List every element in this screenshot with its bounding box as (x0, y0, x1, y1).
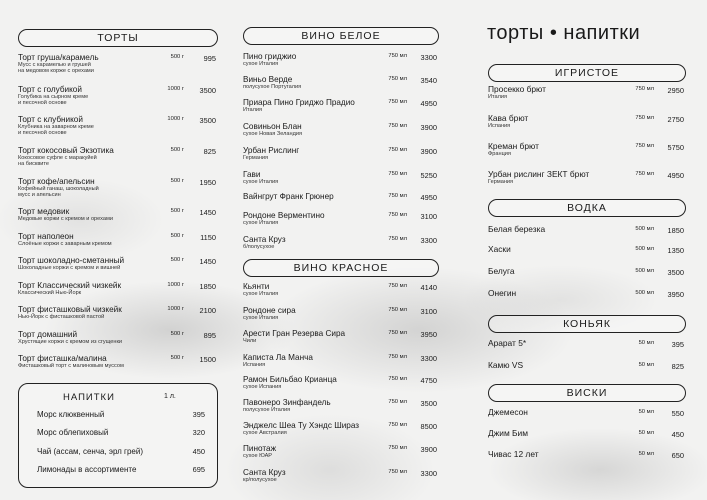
drink-price: 695 (192, 465, 205, 474)
item-name: Арарат 5* (488, 338, 527, 348)
item-unit: 750 мл (388, 354, 407, 360)
menu-item (488, 245, 686, 254)
item-description: Испания (488, 123, 511, 129)
item-price: 2750 (667, 115, 684, 124)
cakes-title: ТОРТЫ (97, 32, 139, 44)
item-description: на медовом корже с орехами (18, 68, 94, 75)
item-price: 825 (203, 147, 216, 156)
menu-item (243, 75, 439, 90)
item-description: Кофейный ганаш, шоколадный (18, 186, 99, 192)
item-price: 3900 (420, 123, 437, 132)
item-description: Италия (488, 94, 508, 100)
item-unit: 750 мл (635, 171, 654, 177)
item-description: Слоёные коржи с заварным кремом (18, 241, 112, 247)
item-unit: 750 мл (388, 376, 407, 382)
item-price: 650 (671, 451, 684, 460)
menu-item (18, 256, 218, 271)
item-unit: 750 мл (388, 469, 407, 475)
menu-item (488, 114, 686, 129)
item-unit: 500 г (170, 233, 184, 239)
item-price: 825 (671, 362, 684, 371)
menu-item (243, 398, 439, 413)
item-price: 1500 (199, 355, 216, 364)
menu-item (18, 232, 218, 247)
whisky-title: ВИСКИ (566, 387, 608, 399)
item-name: Кьянти (243, 282, 270, 291)
item-name: Белуга (488, 266, 515, 276)
item-description: Шоколадные коржи с кремом и вишней (18, 265, 121, 271)
item-price: 1850 (199, 282, 216, 291)
menu-item (18, 207, 218, 222)
item-name: Рамон Бильбао Крианца (243, 375, 337, 384)
item-description: Кокосовое суфле с маракуйей (18, 155, 97, 161)
item-unit: 750 мл (388, 76, 407, 82)
item-price: 3900 (420, 445, 437, 454)
item-price: 3300 (420, 354, 437, 363)
item-name: Торт кофе/апельсин (18, 177, 95, 186)
item-name: Камю VS (488, 360, 524, 370)
item-price: 3900 (420, 147, 437, 156)
item-price: 395 (671, 340, 684, 349)
item-name: Торт кокосовый Экзотика (18, 146, 114, 155)
item-name: Урбан рислинг ЗЕКТ брют (488, 169, 590, 179)
item-price: 3300 (420, 236, 437, 245)
item-price: 5750 (667, 143, 684, 152)
menu-item (18, 354, 218, 369)
item-price: 995 (203, 54, 216, 63)
item-description: полусухое Италия (243, 407, 291, 413)
item-name: Торт шоколадно-сметанный (18, 256, 125, 265)
item-price: 3950 (667, 290, 684, 299)
menu-item (243, 192, 439, 201)
item-description: на бисквите (18, 161, 50, 168)
item-unit: 1000 г (167, 116, 184, 122)
item-description: Нью-Йорк с фисташковой пастой (18, 314, 105, 320)
item-description: сухое Италия (243, 220, 279, 226)
item-price: 2100 (199, 306, 216, 315)
menu-item (488, 142, 686, 157)
item-description: Германия (243, 155, 269, 161)
item-name: Гави (243, 170, 261, 179)
item-name: Санта Круз (243, 468, 286, 477)
item-price: 1150 (200, 233, 216, 242)
item-unit: 750 мл (388, 399, 407, 405)
item-unit: 500 мл (635, 268, 654, 274)
item-name: Санта Круз (243, 235, 286, 244)
whisky-header (488, 384, 686, 402)
item-name: Хаски (488, 244, 511, 254)
item-unit: 500 г (170, 208, 184, 214)
item-description: б/полусухое (243, 244, 275, 250)
menu-item (18, 305, 218, 320)
item-price: 3950 (420, 330, 437, 339)
item-price: 3300 (420, 469, 437, 478)
item-price: 4750 (420, 376, 437, 385)
item-unit: 750 мл (635, 143, 654, 149)
page-title: торты • напитки (487, 22, 641, 44)
item-price: 4950 (420, 99, 437, 108)
item-description: Классический Нью-Йорк (18, 290, 82, 296)
item-description: и песочной основе (18, 130, 67, 137)
item-description: Клубника на заварном креме (18, 124, 94, 130)
vodka-header (488, 199, 686, 217)
item-name: Торт с голубикой (18, 85, 82, 94)
item-name: Виньо Верде (243, 75, 293, 84)
item-name: Каписта Ла Манча (243, 353, 313, 362)
item-unit: 50 мл (638, 362, 654, 368)
item-description: полусухое Португалия (243, 84, 302, 90)
item-unit: 500 г (170, 54, 184, 60)
item-unit: 750 мл (388, 171, 407, 177)
menu-item (488, 289, 686, 298)
white-wine-header (243, 27, 439, 45)
item-price: 3540 (420, 76, 437, 85)
item-unit: 500 г (170, 257, 184, 263)
item-unit: 50 мл (638, 451, 654, 457)
menu-item (243, 146, 439, 161)
item-name: Торт с клубникой (18, 115, 83, 124)
menu-item (243, 444, 439, 459)
vodka-title: ВОДКА (567, 202, 607, 214)
item-unit: 500 г (170, 355, 184, 361)
cognac-header (488, 315, 686, 333)
item-unit: 750 мл (388, 422, 407, 428)
item-price: 4950 (420, 193, 437, 202)
item-name: Совиньон Блан (243, 122, 302, 131)
item-description: Италия (243, 107, 263, 113)
item-price: 3500 (667, 268, 684, 277)
menu-item (488, 339, 686, 348)
drink-item (37, 410, 205, 419)
item-price: 1450 (199, 257, 216, 266)
item-name: Онегин (488, 288, 517, 298)
item-unit: 750 мл (388, 307, 407, 313)
item-unit: 500 г (170, 331, 184, 337)
item-unit: 750 мл (635, 115, 654, 121)
item-name: Чивас 12 лет (488, 449, 539, 459)
menu-item (18, 177, 218, 199)
item-name: Джемесон (488, 407, 528, 417)
menu-item (18, 281, 218, 296)
drinks-box (18, 383, 218, 488)
menu-item (243, 375, 439, 390)
item-price: 4140 (420, 283, 437, 292)
item-unit: 500 мл (635, 246, 654, 252)
item-description: Фисташковый торт с малиновым муссом (18, 363, 124, 369)
item-description: и песочной основе (18, 100, 67, 107)
item-unit: 500 мл (635, 290, 654, 296)
item-description: сухое Италия (243, 179, 279, 185)
item-description: сухое Новая Зеландия (243, 131, 303, 137)
red-wine-title: ВИНО КРАСНОЕ (293, 262, 389, 274)
item-unit: 500 г (170, 147, 184, 153)
item-name: Торт груша/карамель (18, 53, 99, 62)
menu-item (243, 353, 439, 368)
item-name: Торт домашний (18, 330, 78, 339)
item-name: Урбан Рислинг (243, 146, 300, 155)
drinks-title: НАПИТКИ (63, 392, 115, 403)
item-name: Торт фисташка/малина (18, 354, 107, 363)
item-price: 3500 (199, 86, 216, 95)
item-description: мусс и апельсин (18, 192, 61, 199)
item-name: Просекко брют (488, 84, 546, 94)
item-name: Приара Пино Гриджо Прадио (243, 98, 355, 107)
menu-item (243, 468, 439, 483)
menu-item (18, 53, 218, 75)
menu-item (243, 235, 439, 250)
item-price: 895 (203, 331, 216, 340)
item-description: Испания (243, 362, 266, 368)
item-unit: 750 мл (388, 330, 407, 336)
drink-name: Морс клюквенный (37, 410, 105, 419)
white-wine-title: ВИНО БЕЛОЕ (301, 30, 381, 42)
menu-item (18, 85, 218, 107)
item-description: кр/полусухое (243, 477, 277, 483)
menu-item (243, 98, 439, 113)
item-unit: 750 мл (388, 283, 407, 289)
item-unit: 50 мл (638, 340, 654, 346)
item-name: Торт Классический чизкейк (18, 281, 122, 290)
item-unit: 750 мл (388, 236, 407, 242)
item-name: Пинотаж (243, 444, 277, 453)
item-unit: 750 мл (388, 99, 407, 105)
red-wine-header (243, 259, 439, 277)
menu-item (488, 225, 686, 234)
item-name: Энджелс Шеа Ту Хэндс Шираз (243, 421, 360, 430)
drink-name: Лимонады в ассортименте (37, 465, 137, 474)
item-unit: 750 мл (388, 147, 407, 153)
item-description: сухое Италия (243, 315, 279, 321)
item-unit: 750 мл (388, 212, 407, 218)
item-unit: 750 мл (388, 445, 407, 451)
item-name: Торт медовик (18, 207, 70, 216)
item-name: Арести Гран Резерва Сира (243, 329, 346, 338)
item-unit: 500 мл (635, 226, 654, 232)
item-description: Медовые коржи с кремом и орехами (18, 216, 113, 222)
item-unit: 1000 г (167, 306, 184, 312)
item-price: 550 (671, 409, 684, 418)
item-description: сухое Италия (243, 291, 279, 297)
menu-item (243, 52, 439, 67)
menu-item (18, 115, 218, 137)
item-unit: 500 г (170, 178, 184, 184)
item-name: Кава брют (488, 113, 529, 123)
drink-name: Чай (ассам, сенча, эрл грей) (37, 447, 144, 456)
item-name: Торт фисташковый чизкейк (18, 305, 122, 314)
menu-item (243, 421, 439, 436)
item-price: 1850 (667, 226, 684, 235)
menu-item (488, 450, 686, 459)
item-price: 3100 (420, 212, 437, 221)
item-price: 2950 (667, 86, 684, 95)
item-description: Хрустящие коржи с кремом из сгущенки (18, 339, 123, 345)
item-price: 1350 (667, 246, 684, 255)
drinks-unit: 1 л. (164, 393, 176, 400)
item-description: Голубика на сырном креме (18, 94, 89, 100)
menu-item (488, 85, 686, 100)
item-price: 4950 (667, 171, 684, 180)
menu-item (488, 170, 686, 185)
item-unit: 50 мл (638, 409, 654, 415)
item-description: Франция (488, 151, 511, 157)
item-name: Джим Бим (488, 428, 528, 438)
drink-item (37, 428, 205, 437)
menu-item (243, 170, 439, 185)
item-unit: 750 мл (388, 123, 407, 129)
drink-price: 320 (192, 428, 205, 437)
item-name: Белая березка (488, 224, 546, 234)
item-description: сухое ЮАР (243, 453, 273, 459)
menu-item (243, 329, 439, 344)
sparkling-header (488, 64, 686, 82)
menu-item (243, 282, 439, 297)
drink-price: 395 (192, 410, 205, 419)
item-name: Рондоне сира (243, 306, 296, 315)
item-unit: 750 мл (388, 53, 407, 59)
item-description: Мусс с карамелью и грушей (18, 62, 91, 68)
item-price: 1950 (199, 178, 216, 187)
item-name: Креман брют (488, 141, 539, 151)
menu-item (18, 330, 218, 345)
item-name: Вайнгрут Франк Грюнер (243, 192, 334, 201)
item-description: Чили (243, 338, 257, 344)
menu-item (488, 429, 686, 438)
item-price: 3500 (199, 116, 216, 125)
item-unit: 750 мл (635, 86, 654, 92)
item-description: сухое Австралия (243, 430, 287, 436)
cognac-title: КОНЬЯК (563, 318, 611, 330)
menu-item (18, 146, 218, 168)
item-name: Рондоне Верментино (243, 211, 325, 220)
menu-item (243, 211, 439, 226)
menu-item (243, 306, 439, 321)
item-name: Пино гриджио (243, 52, 297, 61)
item-price: 3300 (420, 53, 437, 62)
item-price: 3100 (420, 307, 437, 316)
menu-item (488, 408, 686, 417)
menu-item (243, 122, 439, 137)
item-name: Павонеро Зинфандель (243, 398, 331, 407)
drink-item (37, 465, 205, 474)
menu-item (488, 361, 686, 370)
drink-item (37, 447, 205, 456)
drink-name: Морс облепиховый (37, 428, 109, 437)
sparkling-title: ИГРИСТОЕ (554, 67, 620, 79)
item-price: 8500 (420, 422, 437, 431)
item-price: 1450 (199, 208, 216, 217)
drink-price: 450 (192, 447, 205, 456)
item-unit: 1000 г (167, 86, 184, 92)
item-name: Торт наполеон (18, 232, 74, 241)
item-price: 450 (671, 430, 684, 439)
cakes-header (18, 29, 218, 47)
item-description: сухое Италия (243, 61, 279, 67)
item-price: 5250 (420, 171, 437, 180)
item-description: сухое Испания (243, 384, 282, 390)
item-price: 3500 (420, 399, 437, 408)
item-unit: 1000 г (167, 282, 184, 288)
item-unit: 50 мл (638, 430, 654, 436)
menu-item (488, 267, 686, 276)
item-unit: 750 мл (388, 193, 407, 199)
item-description: Германия (488, 179, 514, 185)
